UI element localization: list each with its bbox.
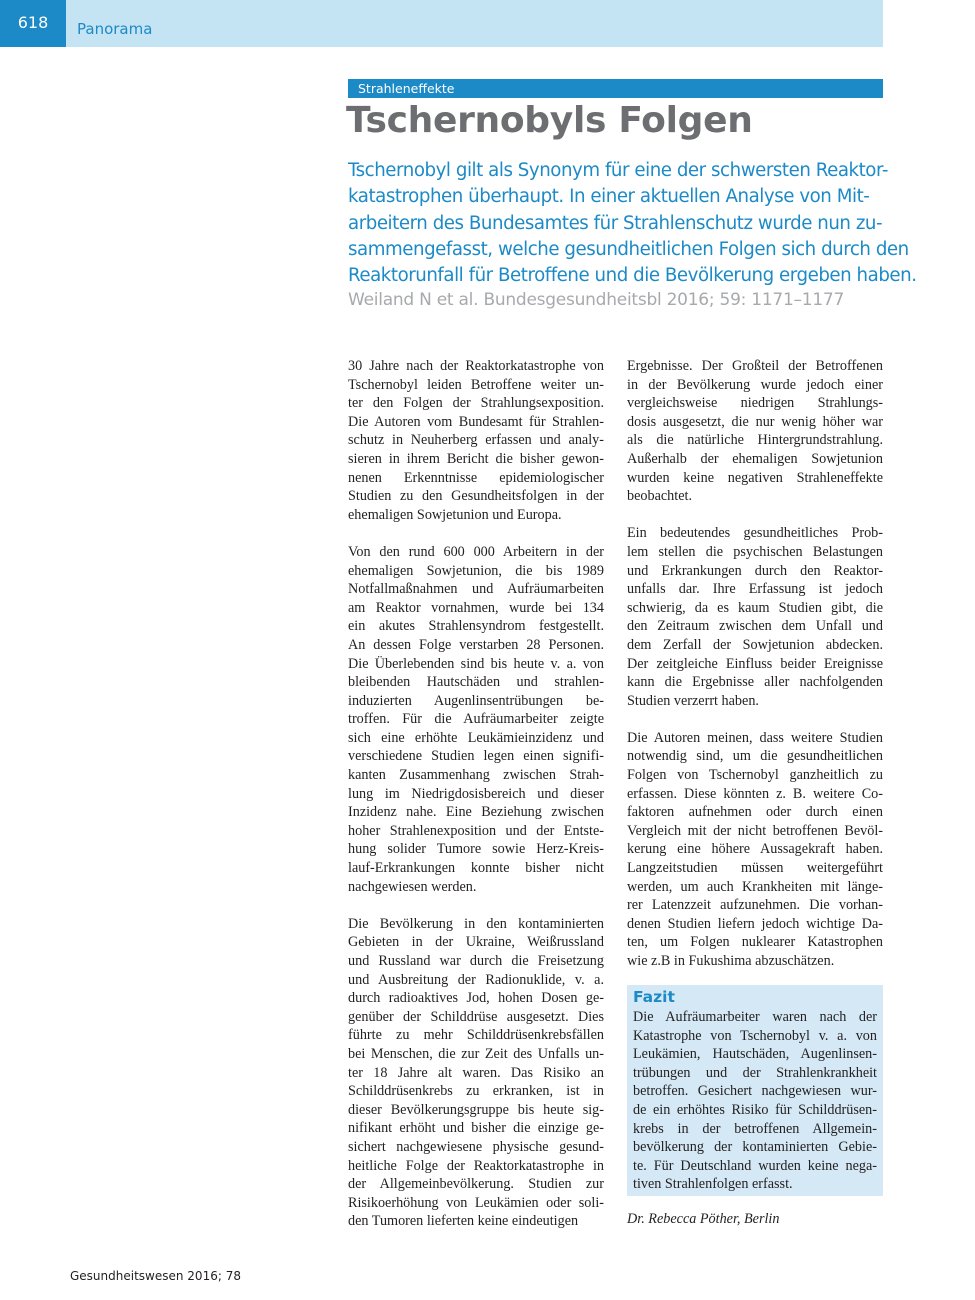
text-line: Die Autoren vom Bundesamt für Strahlen- xyxy=(348,413,604,430)
text-line: schutz in Neuherberg erfassen und analy- xyxy=(348,432,604,449)
text-line: ehemaligen Sowjetunion und Europa. xyxy=(348,506,562,523)
text-line: werden, um auch Krankheiten mit länge- xyxy=(627,878,883,895)
paragraph xyxy=(348,543,604,896)
paragraph xyxy=(348,357,604,524)
text-line: dieser Bevölkerungsgruppe bis heute sig- xyxy=(348,1101,604,1118)
text-line: An dessen Folge verstarben 28 Personen. xyxy=(348,636,604,653)
text-line: 30 Jahre nach der Reaktorkatastrophe von xyxy=(348,358,604,374)
paragraph xyxy=(627,357,883,506)
text-line: Die Überlebenden sind bis heute v. a. von xyxy=(348,655,604,672)
text-line: genüber der Schilddrüse ausgesetzt. Dies xyxy=(348,1008,604,1025)
paragraph-gap xyxy=(627,506,883,525)
text-line: Außerhalb der ehemaligen Sowjetunion xyxy=(627,450,883,467)
text-line: ein akutes Strahlensyndrom festgestellt. xyxy=(348,618,604,635)
text-line: Studien verzerrt haben. xyxy=(627,692,759,709)
fazit-line: Die Aufräumarbeiter waren nach der xyxy=(633,1009,877,1025)
text-line: vergleichsweise niedrigen Strahlungs- xyxy=(627,395,883,412)
text-line: Risikoerhöhung von Leukämien oder soli- xyxy=(348,1194,604,1211)
lead-line: arbeitern des Bundesamtes für Strahlenschutz wurde nun zu- xyxy=(348,212,883,234)
fazit-line: te. Für Deutschland wurden keine nega- xyxy=(633,1157,877,1174)
text-line: Langzeitstudien müssen weitergeführt xyxy=(627,860,883,877)
text-line: nenen Erkenntnisse epidemiologischer xyxy=(348,469,604,486)
text-line: dem Zerfall der Sowjetunion abdecken. xyxy=(627,636,883,653)
paragraph-gap xyxy=(348,524,604,543)
text-line: Schilddrüsenkrebs zu erkranken, ist in xyxy=(348,1083,604,1100)
fazit-line: Katastrophe von Tschernobyl v. a. von xyxy=(633,1027,877,1044)
text-line: Folgen von Tschernobyl ganzheitlich zu xyxy=(627,767,883,784)
text-line: kanten Zusammenhang zwischen Strah- xyxy=(348,767,604,784)
fazit-line: tiven Strahlenfolgen erfasst. xyxy=(633,1176,793,1193)
text-line: Von den rund 600 000 Arbeitern in der xyxy=(348,543,604,560)
text-line: dosis ausgesetzt, die nur wenig höher war xyxy=(627,413,883,430)
text-line: ehemaligen Sowjetunion, die bis 1989 xyxy=(348,562,604,579)
fazit-line: de ein erhöhtes Risiko für Schilddrüsen- xyxy=(633,1101,877,1118)
fazit-line: trübungen und der Strahlenkrankheit xyxy=(633,1064,877,1081)
text-line: nifikant erhöht und bisher die einzige ge- xyxy=(348,1120,604,1137)
text-line: Die Autoren meinen, dass weitere Studien xyxy=(627,729,883,746)
text-line: unfalls dar. Ihre Erfassung ist jedoch xyxy=(627,581,883,598)
article-citation: Weiland N et al. Bundesgesundheitsbl 2016; 59: 1171–1177 xyxy=(348,290,845,310)
fazit-line: bevölkerung der kontaminierten Gebie- xyxy=(633,1139,877,1156)
article-lead xyxy=(348,158,917,289)
text-line: induzierten Augenlinsentrübungen be- xyxy=(348,692,604,709)
text-line: am Reaktor vornahmen, wurde bei 134 xyxy=(348,599,604,616)
text-line: wie z.B in Fukushima abzuschätzen. xyxy=(627,953,835,969)
text-line: nachgewiesen werden. xyxy=(348,878,477,895)
text-line: Notfallmaßnahmen und Aufräumarbeiten xyxy=(348,581,604,598)
text-line: kann die Ergebnisse aller nachfolgenden xyxy=(627,674,883,691)
paragraph xyxy=(627,729,883,971)
text-line: lauf-Erkrankungen konnte bisher nicht xyxy=(348,860,604,877)
text-line: den Tumoren lieferten keine eindeutigen xyxy=(348,1213,579,1230)
article-kicker: Strahleneffekte xyxy=(348,79,883,98)
article-title: Tschernobyls Folgen xyxy=(346,100,753,141)
fazit-line: betroffen. Gesichert nachgewiesen wur- xyxy=(633,1083,877,1100)
fazit-line: krebs in der betroffenen Allgemein- xyxy=(633,1120,877,1137)
paragraph xyxy=(348,915,604,1231)
text-line: Vergleich mit der nicht betroffenen Bevöl- xyxy=(627,822,883,839)
text-line: Die Bevölkerung in den kontaminierten xyxy=(348,915,604,932)
fazit-body xyxy=(633,1008,877,1194)
text-line: kerung eine höhere Aussagekraft haben. xyxy=(627,841,883,858)
author-signature: Dr. Rebecca Pöther, Berlin xyxy=(627,1211,780,1227)
text-line: rer Latenzzeit aufzunehmen. Die vorhan- xyxy=(627,897,883,914)
left-column xyxy=(348,357,604,1231)
text-line: in der Bevölkerung wurde jedoch einer xyxy=(627,376,883,393)
lead-line: Reaktorunfall für Betroffene und die Bevölkerung ergeben haben. xyxy=(348,265,917,287)
text-line: lung im Niedrigdosisbereich und dieser xyxy=(348,785,604,802)
text-line: der Allgemeinbevölkerung. Studien zur xyxy=(348,1176,604,1193)
text-line: Inzidenz nahe. Eine Beziehung zwischen xyxy=(348,804,604,821)
fazit-line: Leukämien, Hautschäden, Augenlinsen- xyxy=(633,1046,877,1063)
text-line: lem stellen die psychischen Belastungen xyxy=(627,543,883,560)
text-line: schwierig, da es kaum Studien gibt, die xyxy=(627,599,883,616)
text-line: erfassen. Diese könnten z. B. weitere Co- xyxy=(627,785,883,802)
text-line: wurden keine negativen Strahleneffekte xyxy=(627,469,883,486)
lead-line: katastrophen überhaupt. In einer aktuellen Analyse von Mit- xyxy=(348,186,870,208)
right-column xyxy=(627,357,883,971)
lead-line: Tschernobyl gilt als Synonym für eine der schwersten Reaktor- xyxy=(348,160,888,181)
text-line: Gebieten in der Ukraine, Weißrussland xyxy=(348,934,604,951)
text-line: faktoren aufnehmen oder durch einen xyxy=(627,804,883,821)
lead-line: sammengefasst, welche gesundheitlichen Folgen sich durch den xyxy=(348,238,909,260)
text-line: hung solider Tumore sowie Herz-Kreis- xyxy=(348,841,604,858)
text-line: Studien zu den Gesundheitsfolgen in der xyxy=(348,488,604,505)
section-name: Panorama xyxy=(77,20,153,38)
paragraph xyxy=(627,524,883,710)
text-line: sieren in ihrem Bericht die bisher gewon- xyxy=(348,450,604,467)
text-line: sichert nachgewiesene physische gesund- xyxy=(348,1138,604,1155)
header-bar xyxy=(0,0,883,47)
text-line: sich eine erhöhte Leukämieinzidenz und xyxy=(348,729,604,746)
text-line: ter 18 Jahre alt waren. Das Risiko an xyxy=(348,1064,604,1081)
text-line: und Russland war durch die Freisetzung xyxy=(348,953,604,969)
fazit-box xyxy=(627,985,883,1196)
text-line: Ein bedeutendes gesundheitliches Prob- xyxy=(627,525,883,542)
journal-footer: Gesundheitswesen 2016; 78 xyxy=(70,1269,241,1283)
page-number: 618 xyxy=(0,0,66,47)
text-line: ten, um Folgen nuklearer Katastrophen xyxy=(627,934,883,951)
paragraph-gap xyxy=(627,710,883,729)
text-line: durch radioaktives Jod, hohen Dosen ge- xyxy=(348,990,604,1007)
text-line: ter den Folgen der Strahlungsexposition. xyxy=(348,395,604,412)
text-line: heitliche Folge der Reaktorkatastrophe in xyxy=(348,1157,604,1174)
text-line: verschiedene Studien legen einen signifi- xyxy=(348,748,604,765)
text-line: hoher Strahlenexposition und der Entste- xyxy=(348,822,604,839)
text-line: denen Studien liefern jedoch wichtige Da- xyxy=(627,915,883,932)
text-line: und Erkrankungen durch den Reaktor- xyxy=(627,562,883,579)
paragraph-gap xyxy=(348,896,604,915)
text-line: beobachtet. xyxy=(627,488,692,505)
text-line: Ergebnisse. Der Großteil der Betroffenen xyxy=(627,358,883,374)
fazit-title: Fazit xyxy=(633,988,675,1006)
text-line: Der zeitgleiche Einfluss beider Ereignisse xyxy=(627,655,883,672)
text-line: führte zu mehr Schilddrüsenkrebsfällen xyxy=(348,1027,604,1044)
text-line: Tschernobyl leiden Betroffene weiter un- xyxy=(348,376,604,393)
text-line: troffen. Für die Aufräumarbeiter zeigte xyxy=(348,711,604,728)
text-line: den Zeitraum zwischen dem Unfall und xyxy=(627,618,883,635)
text-line: bei Menschen, die zur Zeit des Unfalls un- xyxy=(348,1045,604,1062)
text-line: bleibenden Hautschäden und strahlen- xyxy=(348,674,604,691)
text-line: als die natürliche Hintergrundstrahlung. xyxy=(627,432,883,449)
text-line: und Ausbreitung der Radionuklide, v. a. xyxy=(348,971,604,988)
text-line: notwendig sind, um die gesundheitlichen xyxy=(627,748,883,765)
